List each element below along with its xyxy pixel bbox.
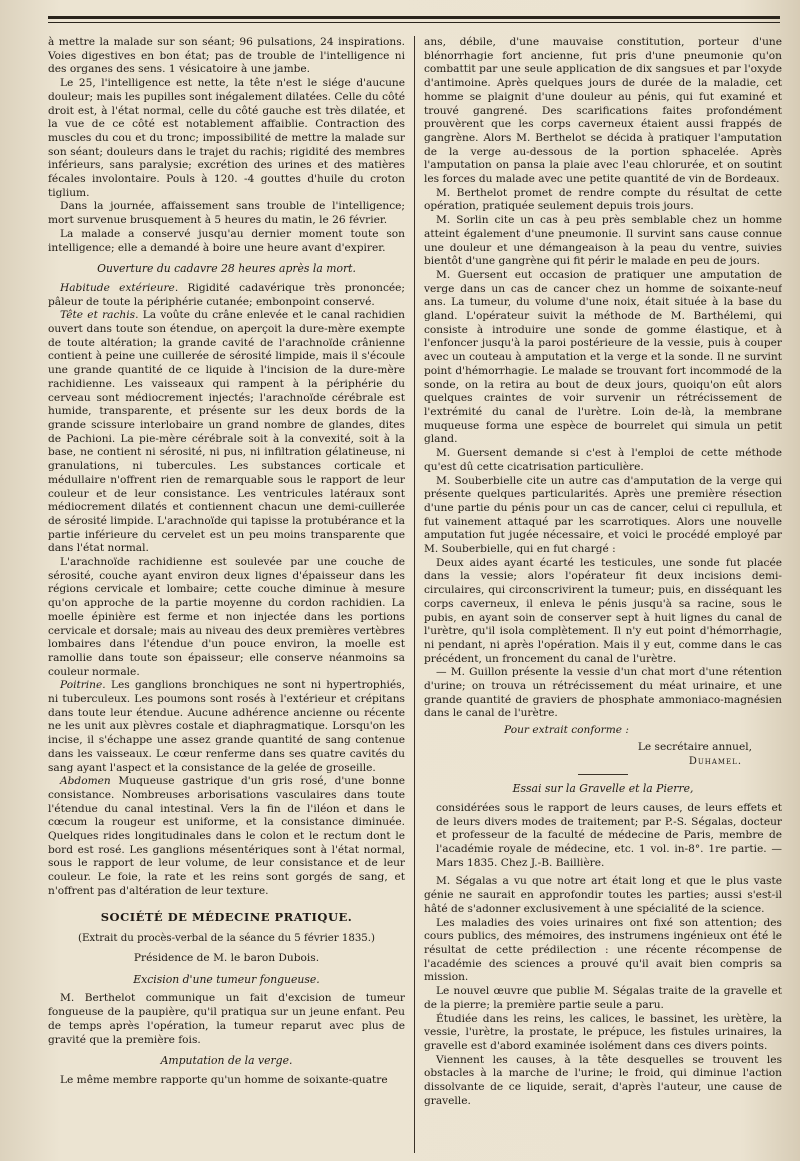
- amputation-heading: Amputation de la verge.: [160, 1054, 293, 1068]
- session-extract-line: (Extrait du procès-verbal de la séance du 5 février 1835.): [77, 933, 375, 945]
- paragraph: L'arachnoïde rachidienne est soulevée par une couche de sérosité, couche ayant environ deux lignes d'épaisseur dans les régions cervicale et lombaire; cette couche diminue à mesure qu'on approche de la partie moyenne du cordon rachidien. La moelle épinière est ferme et non injectée dans les portions cervicale et dorsale; mais au niveau des deux premières vertèbres lombaires dans l'étendue d'un pouce environ, la moelle est ramollie dans toute son épaisseur; elle conserve néanmoins sa couleur normale.: [48, 556, 405, 678]
- excision-heading: Excision d'une tumeur fongueuse.: [133, 972, 320, 986]
- paragraph: M. Souberbielle cite un autre cas d'amputation de la verge qui présente quelques particularités. Après une première résection d'une partie du pénis pour un cas de cancer, celui ci repullula, et fut vainement attaqué par les scarrotiques. Alors une nouvelle amputation fut jugée nécessaire, et voici le procédé employé par M. Souberbielle, qui en fut chargé :: [424, 474, 782, 556]
- paragraph-text: Rigidité cadavérique très prononcée; pâleur de toute la périphérie cutanée; embonpoint conservé.: [48, 281, 405, 308]
- signature-name: Duhamel.: [688, 755, 742, 767]
- book-reference: considérées sous le rapport de leurs causes, de leurs effets et de leurs divers modes de traitement; par P.-S. Ségalas, docteur et professeur de la faculté de médecine de Paris, membre de l'académie royale de médecine, etc. 1 vol. in-8°. 1re partie. — Mars 1835. Chez J.-B. Baillière.: [436, 801, 782, 869]
- paragraph: Étudiée dans les reins, les calices, le bassinet, les urètère, la vessie, l'urètre, la prostate, le prépuce, les fistules urinaires, la gravelle est d'abord examinée isolément dans ces divers points.: [424, 1012, 782, 1052]
- paragraph: Les maladies des voies urinaires ont fixé son attention; des cours publics, des mémoires, des instrumens ingénieux ont été le résultat de cette prédilection : une récente récompense de l'académie des sciences a prouvé qu'il avait bien compris sa mission.: [424, 916, 782, 984]
- paragraph-habitude: [48, 282, 405, 309]
- paragraph: Le nouvel œuvre que publie M. Ségalas traite de la gravelle et de la pierre; la première partie seule a paru.: [424, 985, 782, 1011]
- paragraph: M. Berthelot promet de rendre compte du résultat de cette opération, pratiquée seulement depuis trois jours.: [424, 186, 782, 213]
- left-column: [48, 36, 415, 1153]
- paragraph: M. Guersent demande si c'est à l'emploi de cette méthode qu'est dû cette cicatrisation particulière.: [424, 447, 782, 473]
- secretary-line: Le secrétaire annuel,: [637, 740, 752, 753]
- runin-label: Poitrine.: [60, 679, 106, 692]
- paragraph: M. Ségalas a vu que notre art était long et que le plus vaste génie ne saurait en approfondir toutes les parties; aussi s'est-il hâté de s'adonner exclusivement à une spécialité de la science.: [424, 875, 782, 915]
- paragraph: Deux aides ayant écarté les testicules, une sonde fut placée dans la vessie; alors l'opérateur fit deux incisions demi-circulaires, qui circonscrivirent la tumeur; puis, en disséquant les corps caverneux, il enleva le pénis jusqu'à sa racine, sous le pubis, en ayant soin de conserver sept à huit lignes du canal de l'urètre, qu'il isola complètement. Il n'y eut point d'hémorrhagie, ni pendant, ni après l'opération. Mais il y eut, comme dans le cas précédent, un froncement du canal de l'urètre.: [424, 556, 782, 665]
- paragraph: Dans la journée, affaissement sans trouble de l'intelligence; mort survenue brusquement à 5 heures du matin, le 26 février.: [48, 200, 405, 227]
- paragraph: M. Sorlin cite un cas à peu près semblable chez un homme atteint également d'une pneumonie. Il survint sans cause connue une douleur et une démangeaison à la peau du ventre, suivies bientôt d'une gangrène qui fit périr le malade en peu de jours.: [424, 214, 782, 268]
- paragraph-text: Les ganglions bronchiques ne sont ni hypertrophiés, ni tuberculeux. Les poumons sont rosés à l'extérieur et crépitans dans toute leur étendue. Aucune adhérence ancienne ou récente ne les unit aux plèvres costale et diaphragmatique. Lorsqu'on les incise, il s'échappe une assez grande quantité de sang contenue dans les vaisseaux. Le cœur renferme dans ses quatre cavités du sang ayant l'aspect et la consistance de la gelée de groseille.: [48, 679, 405, 774]
- paragraph: Le 25, l'intelligence est nette, la tête n'est le siége d'aucune douleur; mais les pupilles sont inégalement dilatées. Celle du côté droit est, à l'état normal, celle du côté gauche est très dilatée, et la vue de ce côté est notablement affaiblie. Contraction des muscles du cou et du tronc; impossibilité de mettre la malade sur son séant; douleurs dans le trajet du rachis; rigidité des membres inférieurs, sans paralysie; excrétion des urines et des matières fécales involontaire. Pouls à 120. -4 gouttes d'huile du croton tiglium.: [48, 77, 405, 199]
- header-rule: [48, 16, 780, 23]
- paragraph: La malade a conservé jusqu'au dernier moment toute son intelligence; elle a demandé à boire une heure avant d'expirer.: [48, 227, 405, 254]
- section-divider: [578, 774, 628, 775]
- paragraph: M. Berthelot communique un fait d'excision de tumeur fongueuse de la paupière, qu'il pratiqua sur un jeune enfant. Peu de temps après l'opération, la tumeur reparut avec plus de gravité que la première fois.: [48, 992, 405, 1046]
- paragraph: — M. Guillon présente la vessie d'un chat mort d'une rétention d'urine; on trouva un rétrécissement du méat urinaire, et une grande quantité de graviers de phosphate ammoniaco-magnésien dans le canal de l'urètre.: [424, 666, 782, 720]
- paragraph: M. Guersent eut occasion de pratiquer une amputation de verge dans un cas de cancer chez un homme de soixante-neuf ans. La tumeur, du volume d'une noix, était située à la base du gland. L'opérateur suivit la méthode de M. Barthélemi, qui consiste à introduire une sonde de gomme élastique, et à l'enfoncer jusqu'à la paroi postérieure de la vessie, puis à couper avec un couteau à amputation et la verge et la sonde. Il ne survint point d'hémorrhagie. Le malade se trouvant fort incommodé de la sonde, on la retira au bout de deux jours, quoiqu'on eût alors quelques craintes de voir survenir un rétrécissement de l'extrémité du canal de l'urètre. Loin de-là, la membrane muqueuse forma une espèce de bourrelet qui simula un petit gland.: [424, 268, 782, 446]
- presidency-line: Présidence de M. le baron Dubois.: [133, 952, 320, 964]
- book-review-heading: Essai sur la Gravelle et la Pierre,: [512, 782, 694, 796]
- paragraph-tete: [48, 309, 405, 556]
- runin-label: Tête et rachis.: [60, 309, 139, 322]
- runin-label: Habitude extérieure.: [60, 281, 179, 294]
- paragraph: Viennent les causes, à la tête desquelles se trouvent les obstacles à la marche de l'urine; le froid, qui diminue l'action dissolvante de ce liquide, serait, d'après l'auteur, une cause de gravelle.: [424, 1053, 782, 1107]
- runin-label: Abdomen: [60, 775, 111, 788]
- paragraph: Le même membre rapporte qu'un homme de soixante-quatre: [60, 1073, 388, 1086]
- paragraph-abdomen: [48, 775, 405, 898]
- paragraph-text: La voûte du crâne enlevée et le canal rachidien ouvert dans toute son étendue, on aperçoit la dure-mère exempte de toute altération; la grande cavité de l'arachnoïde crânienne contient à peine une cuillerée de sérosité limpide, mais il s'écoule une grande quantité de ce liquide à l'incision de la dure-mère rachidienne. Les vaisseaux qui rampent à la périphérie du cerveau sont médiocrement injectés; l'arachnoïde cérébrale est humide, transparente, et présente sur les deux bords de la grande scissure interlobaire un grand nombre de glandes, dites de Pachioni. La pie-mère cérébrale soit à la convexité, soit à la base, ne contient ni sérosité, ni pus, ni infiltration gélatineuse, ni granulations, ni tubercules. Les substances corticale et médullaire n'offrent rien de remarquable sous le rapport de leur couleur et de leur consistance. Les ventricules latéraux sont médiocrement dilatés et contiennent chacun une demi-cuillerée de sérosité limpide. L'arachnoïde qui tapisse la protubérance et la partie inférieure du cervelet est un peu moins transparente que dans l'état normal.: [48, 309, 405, 555]
- paragraph-text: Muqueuse gastrique d'un gris rosé, d'une bonne consistance. Nombreuses arborisations vasculaires dans toute l'étendue du canal intestinal. Vers la fin de l'iléon et dans le cœcum la rougeur est uniforme, et la consistance diminuée. Quelques rides longitudinales dans le colon et le rectum dont le bord est rosé. Les ganglions mésentériques sont à l'état normal, sous le rapport de leur volume, de leur consistance et de leur couleur. Le foie, la rate et les reins sont gorgés de sang, et n'offrent pas d'altération de leur texture.: [48, 775, 405, 897]
- extract-conform-line: Pour extrait conforme :: [504, 724, 629, 737]
- two-column-body: [48, 36, 782, 1153]
- paragraph-poitrine: [48, 679, 405, 775]
- paragraph: à mettre la malade sur son séant; 96 pulsations, 24 inspirations. Voies digestives en bon état; pas de trouble de l'intelligence ni des organes des sens. 1 vésicatoire à une jambe.: [48, 36, 405, 76]
- paragraph: ans, débile, d'une mauvaise constitution, porteur d'une blénorrhagie fort ancienne, fut pris d'une pneumonie qu'on combattit par une seule application de dix sangsues et par l'oxyde d'antimoine. Après quelques jours de durée de la maladie, cet homme se plaignit d'une douleur au pénis, qui fut examiné et trouvé gangrené. Des scarifications faites profondément prouvèrent que les corps caverneux étaient aussi frappés de gangrène. Alors M. Berthelot se décida à pratiquer l'amputation de la verge au-dessous de la portion sphacelée. Après l'amputation on pansa la plaie avec l'eau chlorurée, et on soutint les forces du malade avec une petite quantité de vin de Bordeaux.: [424, 36, 782, 186]
- section-title: SOCIÉTÉ DE MÉDECINE PRATIQUE.: [100, 909, 353, 924]
- right-column: [415, 36, 782, 1153]
- autopsy-heading: Ouverture du cadavre 28 heures après la mort.: [97, 262, 356, 276]
